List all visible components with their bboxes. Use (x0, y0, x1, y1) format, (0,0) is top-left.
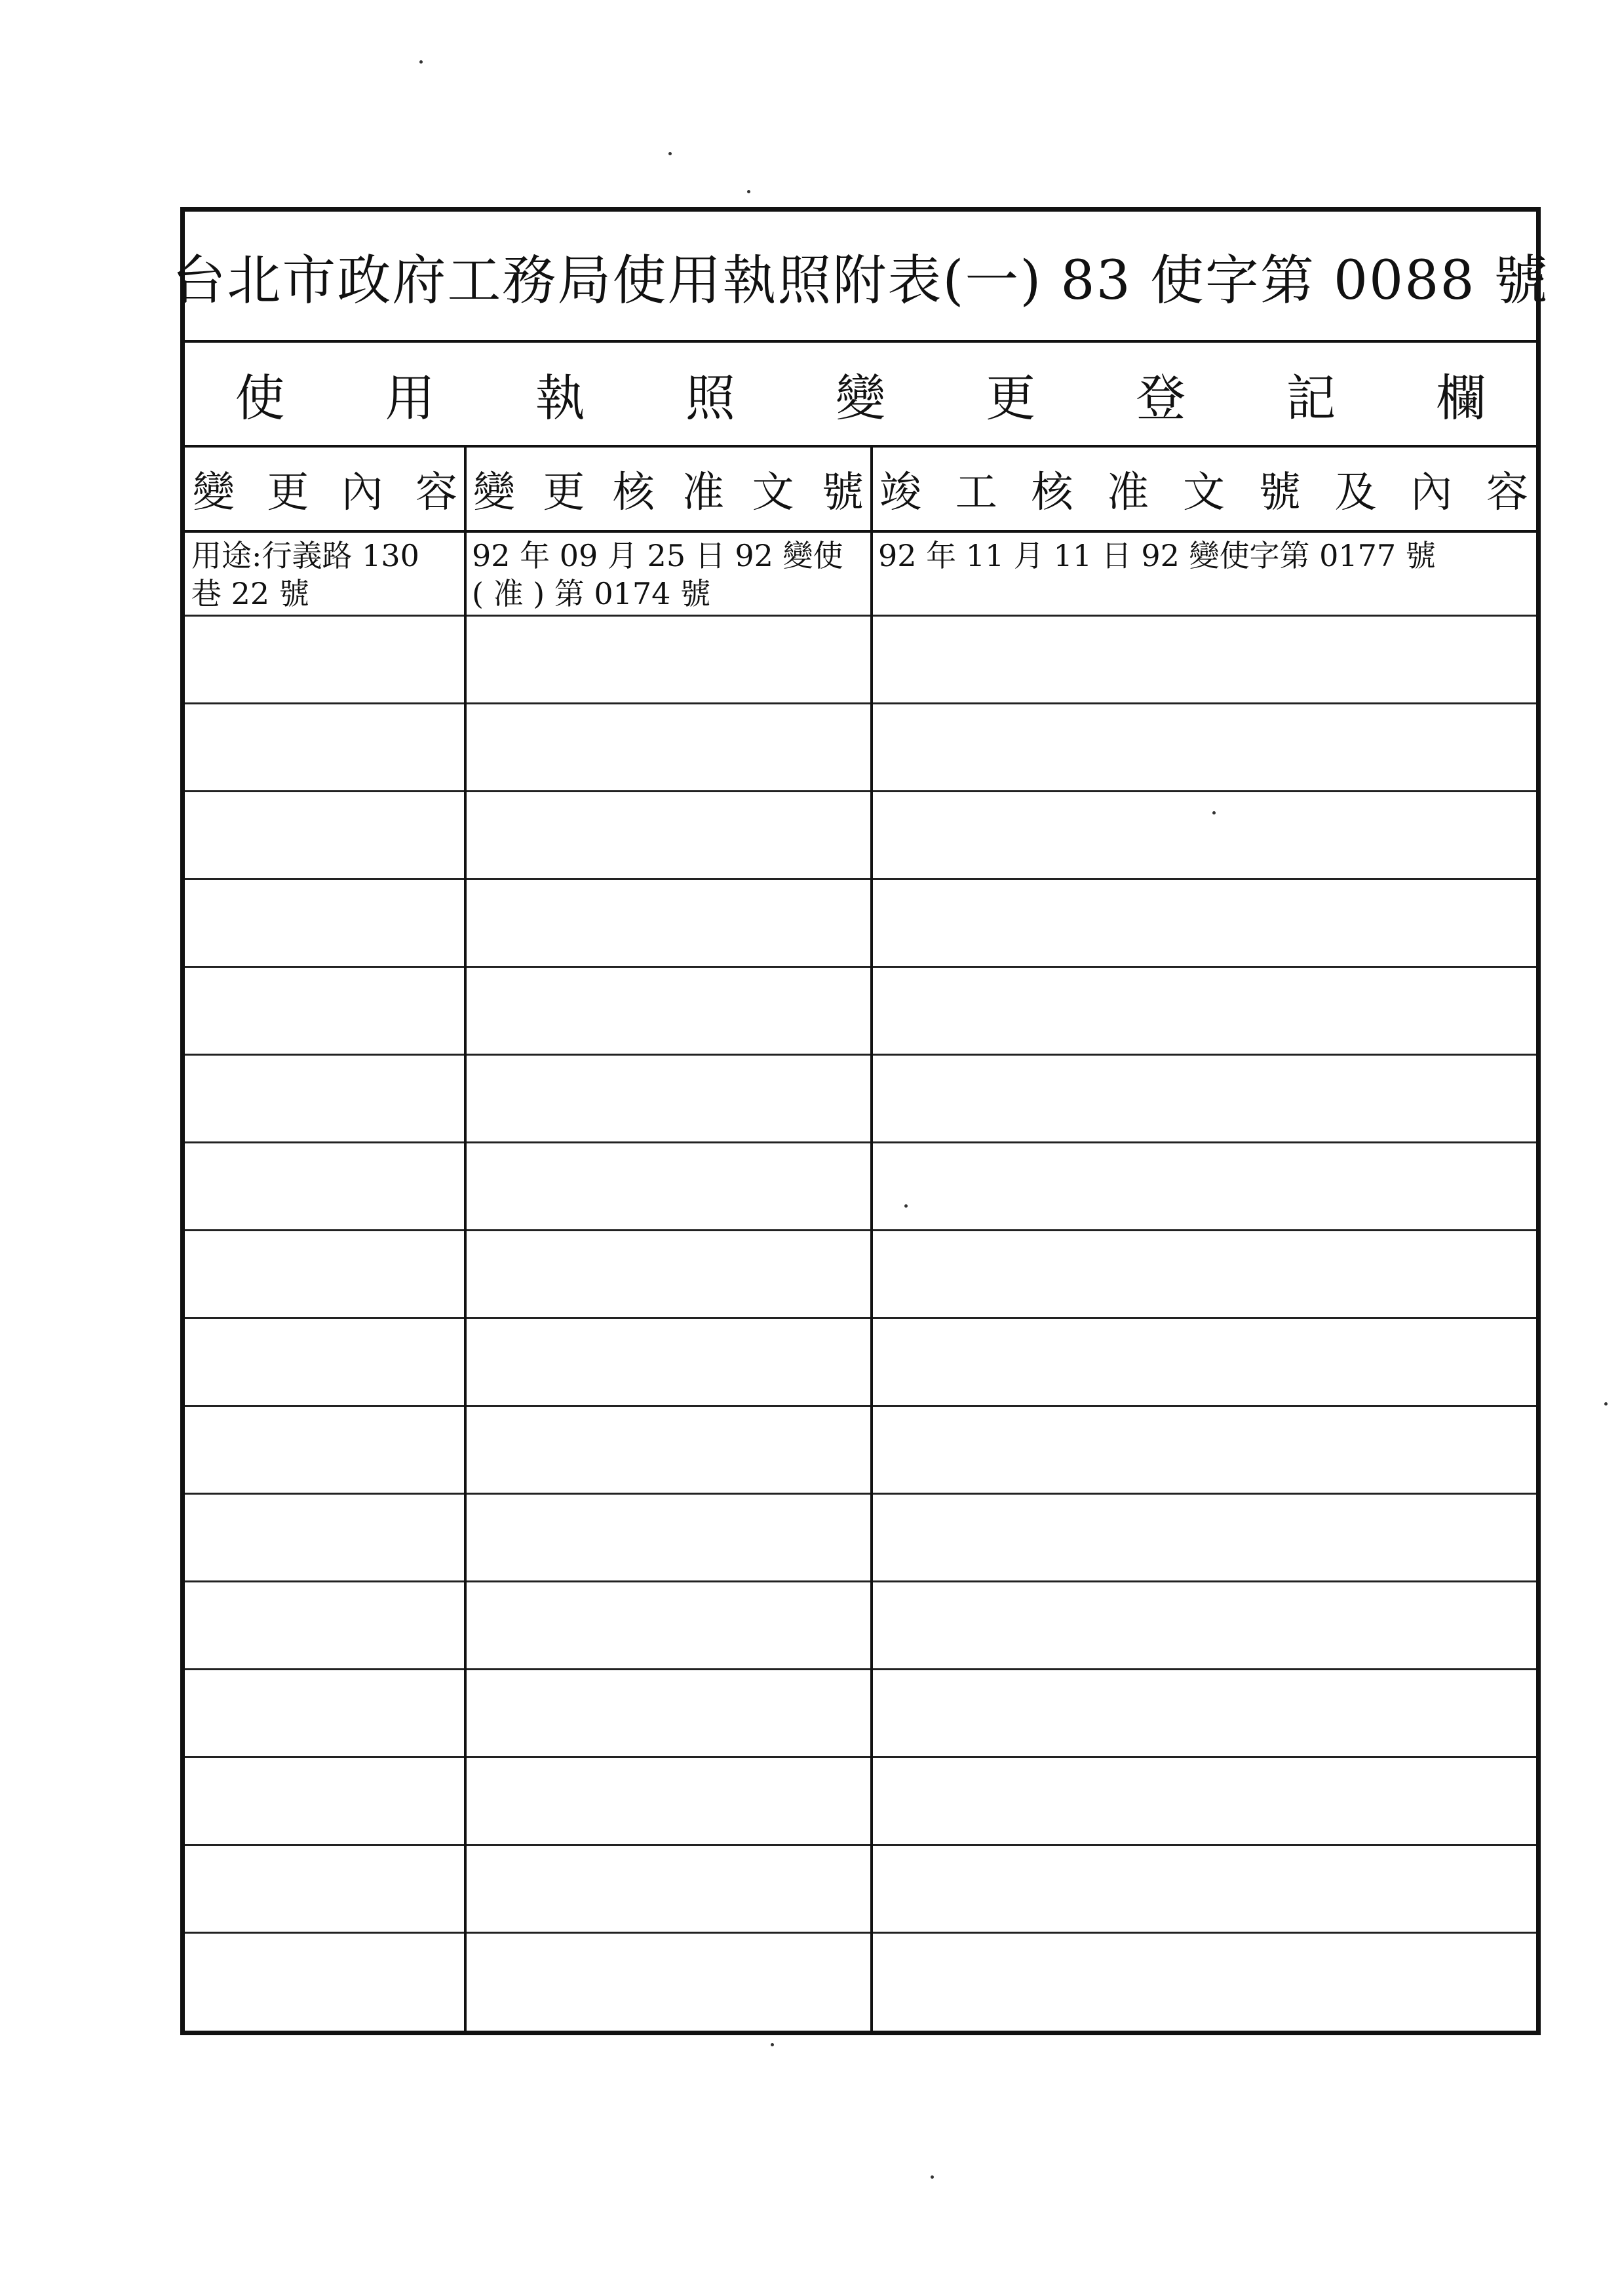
scan-speck (419, 60, 423, 64)
section-title-char: 照 (685, 368, 735, 427)
scan-speck (747, 190, 750, 193)
header-char: 核 (612, 469, 655, 517)
title-row (172, 212, 1549, 343)
scan-speck (904, 1204, 908, 1208)
blank-table-row (185, 1495, 1536, 1582)
cell-text-line: 92 年 09 月 25 日 92 變使 (472, 538, 843, 573)
section-title-char: 用 (385, 368, 435, 427)
header-char: 文 (752, 469, 794, 517)
blank-table-row (185, 1319, 1536, 1407)
header-approval-doc-no (465, 448, 872, 530)
header-char: 竣 (879, 469, 921, 517)
header-char: 容 (415, 469, 457, 517)
blank-table-row (185, 1056, 1536, 1143)
cell-change-content (185, 533, 465, 615)
section-title-char: 更 (986, 368, 1036, 427)
header-char: 號 (1258, 469, 1301, 517)
column-divider (464, 448, 467, 2031)
cell-text-line: 巷 22 號 (191, 576, 309, 611)
section-title-char: 記 (1286, 368, 1336, 427)
header-char: 變 (473, 469, 515, 517)
header-change-content (185, 448, 465, 530)
blank-table-row (185, 1231, 1536, 1319)
blank-table-row (185, 1670, 1536, 1758)
section-title-char: 欄 (1436, 368, 1486, 427)
header-char: 文 (1183, 469, 1225, 517)
scan-speck (1212, 811, 1216, 814)
cell-completion-approval (872, 533, 1536, 615)
cell-text-line: 92 年 11 月 11 日 92 變使字第 0177 號 (878, 538, 1436, 573)
header-char: 更 (267, 469, 309, 517)
header-completion-approval (872, 448, 1536, 530)
section-title-char: 使 (235, 368, 285, 427)
section-title-row (185, 343, 1536, 448)
blank-table-row (185, 1934, 1536, 2021)
blank-table-row (185, 792, 1536, 880)
header-char: 內 (341, 469, 383, 517)
cell-text-line: ( 准 ) 第 0174 號 (472, 576, 711, 611)
blank-table-row (185, 1407, 1536, 1495)
scan-speck (1604, 1402, 1608, 1406)
section-title-char: 變 (835, 368, 885, 427)
column-divider (870, 448, 873, 2031)
cell-text-line: 用途:行義路 130 (191, 538, 419, 573)
blank-table-row (185, 880, 1536, 968)
header-char: 號 (821, 469, 864, 517)
blank-table-row (185, 1846, 1536, 1934)
blank-table-row (185, 1143, 1536, 1231)
cell-approval-doc-no (465, 533, 872, 615)
header-char: 准 (682, 469, 725, 517)
column-header-row (185, 448, 1536, 533)
table-row (185, 533, 1536, 617)
header-char: 變 (193, 469, 235, 517)
scan-speck (668, 152, 672, 155)
blank-table-row (185, 704, 1536, 792)
header-char: 容 (1486, 469, 1528, 517)
document-title: 台北市政府工務局使用執照附表(一) 83 使字第 0088 號 (172, 249, 1549, 312)
header-char: 核 (1031, 469, 1073, 517)
header-char: 工 (955, 469, 997, 517)
header-char: 准 (1107, 469, 1149, 517)
header-char: 更 (543, 469, 585, 517)
blank-table-row (185, 617, 1536, 704)
header-char: 內 (1410, 469, 1453, 517)
section-title-char: 執 (535, 368, 585, 427)
blank-table-row (185, 1582, 1536, 1670)
scan-speck (771, 2043, 774, 2046)
blank-table-row (185, 1758, 1536, 1846)
registration-table (172, 207, 1549, 2035)
header-char: 及 (1334, 469, 1377, 517)
scan-speck (931, 2175, 934, 2179)
blank-table-row (185, 968, 1536, 1056)
section-title-char: 登 (1136, 368, 1186, 427)
